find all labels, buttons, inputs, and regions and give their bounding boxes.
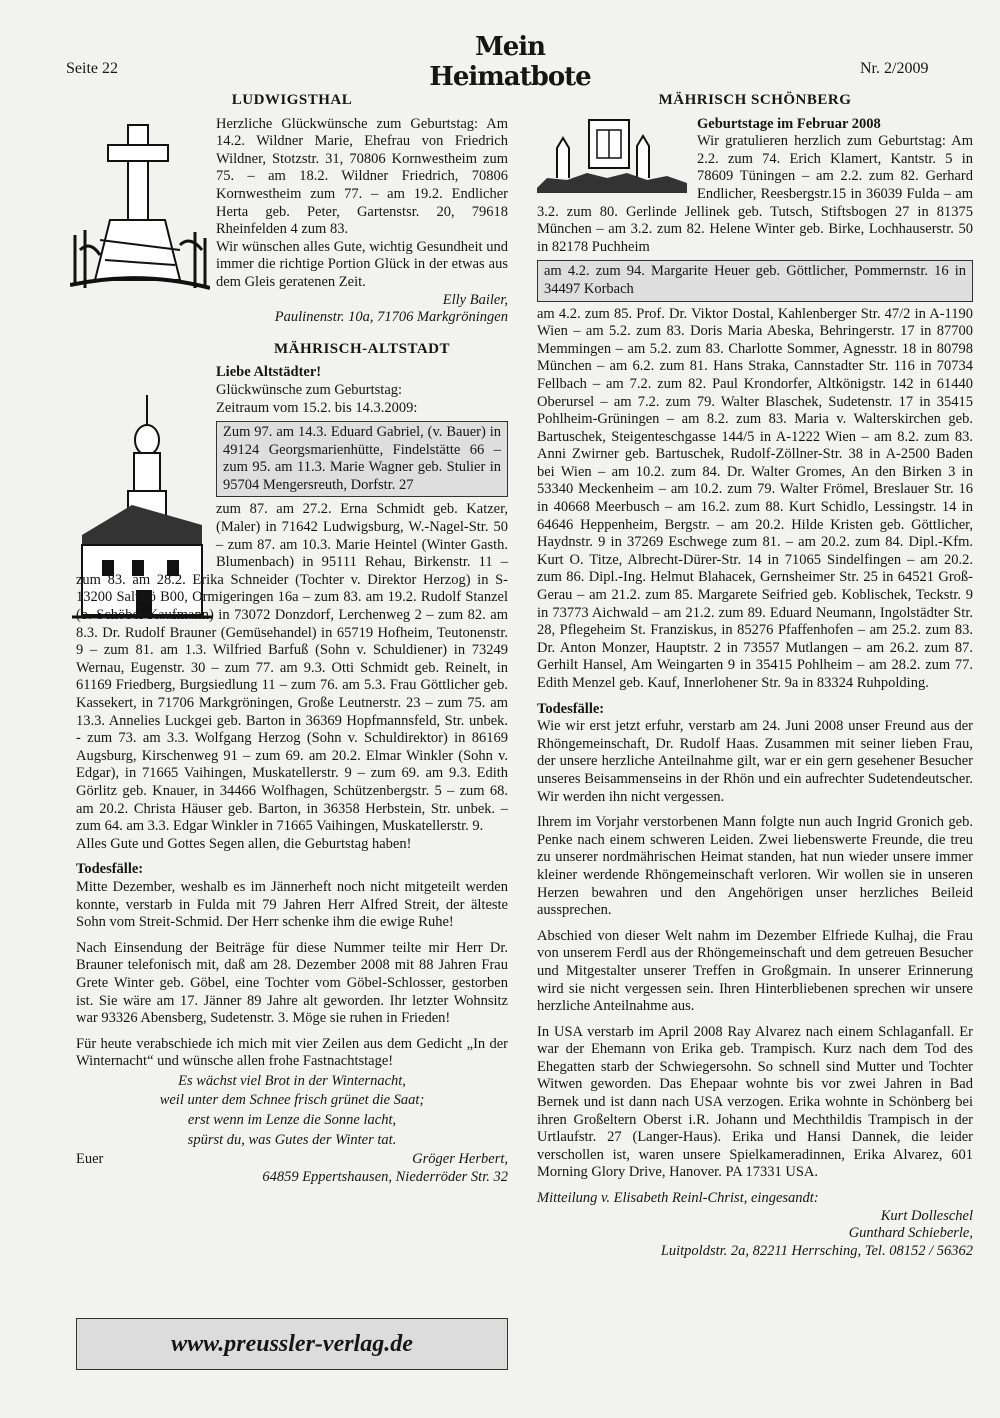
schoenberg-heading: MÄHRISCH SCHÖNBERG (658, 92, 852, 108)
publisher-url[interactable]: www.preussler-verlag.de (171, 1330, 413, 1357)
altstadt-signature-name: Gröger Herbert, (412, 1151, 508, 1168)
schoenberg-birthdays-1: Wir gratulieren herzlich zum Geburtstag: Am 2.2. zum 74. Erich Klamert, Kantstr. 5 in 78609 Tüningen – am 2.2. zum 82. Gerhard Endlicher, Reesbergstr.15 in 36039 Fulda – am 3.2. zum 80. Gerlinde Jellinek geb. Tutsch, Stiftsbogen 27 in 81375 München – am 3.2. zum 82. Helene Winter geb. Birke, Lochhauserstr. 50 in 82178 Puchheim (537, 133, 973, 255)
altstadt-highlight-box (216, 421, 508, 497)
altstadt-closing: Euer (76, 1151, 104, 1168)
schoenberg-box-text: am 4.2. zum 94. Margarite Heuer geb. Göttlicher, Pommernstr. 16 in 34497 Korbach (544, 263, 966, 297)
poem-line: Es wächst viel Brot in der Winternacht, (178, 1072, 406, 1089)
schoenberg-death-4: In USA verstarb im April 2008 Ray Alvarez nach einem Schlaganfall. Er war der Ehemann von Erika geb. Trampisch. Kurz nach dem Tod des Ehegatten starb der Schwiegersohn. So schnell sind Mutter und Tochter Witwen geworden. Das Ehepaar wohnte bis vor zwei Jahren in Bad Bernek und ist dann nach USA verzogen. Erika wohnte in Schönberg bei ihren Großeltern Oberst i.R. Johann und Mechthildis Trampisch in der Urtlaufstr. 27 (Langer-Haus). Erika und Hansi Dannek, die leider verschollen ist, waren unsere Spielkameradinnen, Erika Alvarez, 601 Morning Glory Drive, Hanover. PA 17331 USA. (537, 1023, 973, 1181)
left-column (76, 92, 508, 1186)
masthead-title: Mein Heimatbote (429, 32, 591, 92)
altstadt-blessing: Alles Gute und Gottes Segen allen, die Geburtstag haben! (76, 835, 412, 852)
altstadt-deaths-heading: Todesfälle: (76, 861, 144, 878)
poem-line: weil unter dem Schnee frisch grünet die Saat; (159, 1092, 425, 1109)
ludwigsthal-heading: LUDWIGSTHAL (231, 92, 353, 108)
altstadt-farewell: Für heute verabschiede ich mich mit vier Zeilen aus dem Gedicht „In der Winternacht“ und wünsche allen frohe Fastnachtstage! (76, 1035, 508, 1070)
schoenberg-death-3: Abschied von dieser Welt nahm im Dezember Elfriede Kulhaj, die Frau von unserem Ferdl aus der Rhöngemeinschaft und dem getreuen Besucher und Mitgestalter unserer Treffen in Großgmain. In unserer Erinnerung wird sie nicht vergessen sein. Ihren Hinterbliebenen sprechen wir unsere herzliche Anteilnahme aus. (537, 927, 973, 1015)
schoenberg-deaths-heading: Todesfälle: (537, 700, 605, 717)
schoenberg-birthdays-2: am 4.2. zum 85. Prof. Dr. Viktor Dostal, Kahlenberger Str. 47/2 in A-1190 Wien – am 5.2. zum 83. Doris Maria Abeska, Behringerstr. 17 in 87700 Memmingen – am 5.2. zum 83. Charlotte Sommer, Agnesstr. 18 in 80798 München – am 6.2. zum 81. Hans Straka, Cannstadter Str. 116 in 70734 Fellbach – am 7.2. zum 82. Paul Krondorfer, Altkönigstr. 142 in 61440 Oberursel – am 7.2. zum 79. Walter Blaschek, Sudetenstr. 17 in 35415 Pohlheim-Grüningen – am 8.2. zum 83. Maria v. Walterskirchen geb. Bartuschek, Steigenteschgasse 144/5 in A-1222 Wien – am 8.2. zum 83. Anni Zwirner geb. Bartuschek, Rudolf-Zöllner-Str. 38 in A-2500 Baden bei Wien – am 10.2. zum 84. Dr. Walter Gromes, An den Birken 3 in 53340 Meckenheim – am 10.2. zum 79. Walter Frömel, Breslauer Str. 16 in 40668 Meerbusch – am 16.2. zum 88. Kurt Schidlo, Lessingstr. 14 in 64646 Heppenheim, Bergstr. – am 20.2. Hilde Kristen geb. Göttlicher, Haydnstr. 9 in 37269 Eschwege zum 81. – am 20.2. zum 84. Dipl.-Kfm. Kurt O. Titze, Albrecht-Dürer-Str. 14 in 71065 Sindelfingen – am 20.2. zum 86. Dipl.-Ing. Helmut Blahacek, Gernsheimer Str. 25 in 64521 Groß-Gerau – am 21.2. zum 85. Margarete Seifried geb. Koblischek, Teckstr. 9 in 73773 Aichwald – am 21.2. zum 89. Eduard Neumann, Ingolstädter Str. 28, Pflegeheim St. Franziskus, in 85276 Pfaffenhofen – am 25.2. zum 83. Dr. Anton Monzer, Hauptstr. 2 in 73557 Mutlangen – am 26.2. zum 87. Gerhilt Hansel, Am Weingarten 9 in 35415 Pohlheim – am 28.2. zum 77. Edith Menzel geb. Kauf, Innerlohener Str. 9a in 83324 Ruhpolding. (537, 305, 973, 691)
altstadt-intro-2: Zeitraum vom 15.2. bis 14.3.2009: (216, 399, 418, 416)
publisher-url-box[interactable] (76, 1318, 508, 1370)
page-number: Seite 22 (66, 60, 118, 77)
altstadt-heading: MÄHRISCH-ALTSTADT (273, 340, 451, 357)
issue-number: Nr. 2/2009 (860, 60, 929, 77)
schoenberg-highlight-box (537, 260, 973, 301)
ludwigsthal-signature-address: Paulinenstr. 10a, 71706 Markgröningen (274, 309, 508, 326)
poem-line: spürst du, was Gutes der Winter tat. (187, 1131, 397, 1148)
schoenberg-signature-1: Kurt Dolleschel (880, 1207, 973, 1224)
schoenberg-signature-2: Gunthard Schieberle, (848, 1225, 973, 1242)
schoenberg-death-2: Ihrem im Vorjahr verstorbenen Mann folgte nun auch Ingrid Gronich geb. Penke nach einem schweren Leiden. Zwei liebenswerte Freunde, die treu zu unserer nordmährischen Heimat standen, hat nun wieder unsere immer kleiner werdende Rhöngemeinschaft verloren. Wir wollen sie in unseren Herzen bewahren und den Angehörigen unser herzliches Beileid aussprechen. (537, 814, 973, 919)
altstadt-signature-address: 64859 Eppertshausen, Niederröder Str. 32 (262, 1168, 508, 1185)
altstadt-death-2: Nach Einsendung der Beiträge für diese Nummer teilte mir Herr Dr. Brauner telefonisch mit, daß am 28. Dezember 2008 mit 88 Jahren Frau Grete Winter geb. Göbel, eine Tochter vom Göbel-Schlosser, gestorben ist. Sie wäre am 17. Jänner 89 Jahre alt geworden. Ihr letzter Wohnsitz war 93326 Abensberg, Sudetenstr. 3. Möge sie ruhen in Frieden! (76, 939, 508, 1027)
schoenberg-signature-address: Luitpoldstr. 2a, 82211 Herrsching, Tel. 08152 / 56362 (660, 1242, 973, 1259)
right-column (537, 92, 973, 1260)
altstadt-intro-1: Glückwünsche zum Geburtstag: (216, 381, 403, 398)
schoenberg-death-1: Wie wir erst jetzt erfuhr, verstarb am 24. Juni 2008 unser Freund aus der Rhöngemeinschaft, Dr. Rudolf Haas. Zusammen mit seiner lieben Frau, der unsere herzliche Anteilnahme gilt, war er ein gern gesehener Besucher unseres Beisammenseins in der Rhön und ein aufrechter Sudetendeutscher. Wir werden ihn nicht vergessen. (537, 718, 973, 805)
altstadt-birthday-list: zum 87. am 27.2. Erna Schmidt geb. Katzer, (Maler) in 71642 Ludwigsburg, W.-Nagel-Str. 50 – zum 87. am 10.3. Marie Heintel (Winter Gasth. Blumenbach) in 95111 Rehau, Birkenstr. 11 – zum 83. am 28.2. Erika Schneider (Tochter v. Direktor Herzog) in S-13200 Saltsjö B00, Ormigeringen 16a – zum 83. am 19.2. Rudolf Stanzel (b. Schöbel-Kaufmann) in 73072 Donzdorf, Lerchenweg 2 – zum 82. am 8.3. Dr. Rudolf Brauner (Gemüsehandel) in 65719 Hofheim, Teutonenstr. 9 – zum 81. am 1.3. Wilfried Barfuß (Sohn v. Schuldiener) in 73249 Wernau, Eugenstr. 30 – zum 77. am 9.3. Otti Schmidt geb. Reinelt, in 61169 Friedberg, Burgsiedlung 11 – zum 76. am 5.3. Frau Göttlicher geb. Kassekert, in 71706 Markgröningen, Große Leutnerstr. 23 – zum 75. am 13.3. Annelies Luckgei geb. Barton in 36369 Hopfmannsfeld, Str. unbek. - zum 73. am 3.3. Wolfgang Herzog (Sohn v. Schuldirektor) in 86169 Augsburg, Kirschenweg 91 – zum 69. am 20.2. Elmar Winkler (Sohn v. Edgar), in 71665 Vaihingen, Muskatellerstr. 9 – zum 69. am 9.3. Edith Görlitz geb. Knauer, in 34466 Wolfhagen, Schützenbergstr. 5 – zum 68. am 20.2. Christa Häuser geb. Barton, in 36358 Herbstein, Str. unbek. – zum 64. am 3.3. Edgar Winkler in 71665 Vaihingen, Muskatellerstr. 9. (76, 501, 508, 835)
schoenberg-attribution: Mitteilung v. Elisabeth Reinl-Christ, eingesandt: (537, 1190, 819, 1207)
altstadt-death-1: Mitte Dezember, weshalb es im Jännerheft noch nicht mitgeteilt werden konnte, verstarb in Fulda mit 79 Jahren Herr Alfred Streit, der älteste Sohn vom Streit-Schmid. Der Herr schenke ihm die ewige Ruhe! (76, 878, 508, 931)
altstadt-box-text: Zum 97. am 14.3. Eduard Gabriel, (v. Bauer) in 49124 Georgsmarienhütte, Findelstätte 66 – zum 95. am 11.3. Marie Wagner geb. Stulier in 95704 Mengersreuth, Dorfstr. 27 (223, 424, 501, 493)
schoenberg-subheading: Geburtstage im Februar 2008 (697, 115, 881, 132)
altstadt-greeting: Liebe Altstädter! (216, 364, 322, 381)
ludwigsthal-wishes: Wir wünschen alles Gute, wichtig Gesundheit und immer die richtige Portion Glück in der etwas aus dem Gleis geratenen Zeit. (216, 238, 508, 290)
poem-line: erst wenn im Lenze die Sonne lacht, (187, 1112, 397, 1129)
ludwigsthal-signature-name: Elly Bailer, (442, 291, 508, 308)
ludwigsthal-birthdays: Herzliche Glückwünsche zum Geburtstag: Am 14.2. Wildner Marie, Ehefrau von Friedrich Wildner, Stotzstr. 31, 70806 Kornwestheim zum 75. – am 18.2. Wildner Friedrich, 70806 Kornwestheim zum 77. – am 19.2. Endlicher Herta geb. Peter, Gartenstsr. 20, 79618 Rheinfelden 4 zum 83. (216, 115, 508, 238)
